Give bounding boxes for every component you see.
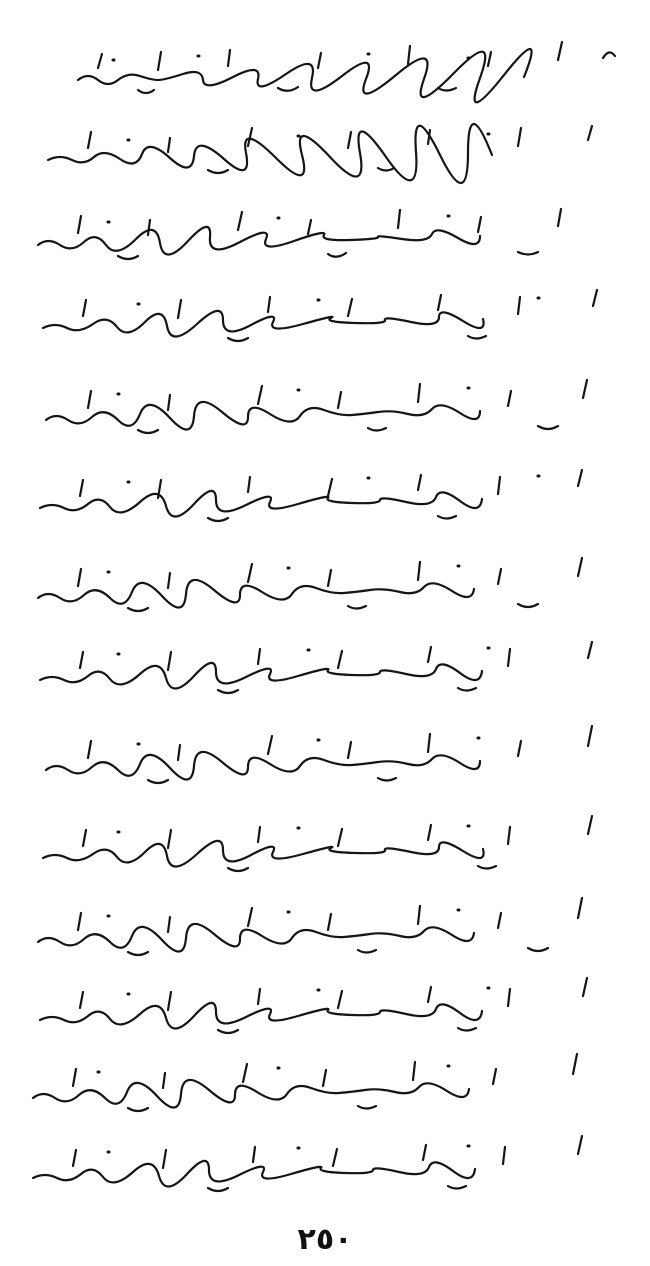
script-line-10 [43, 816, 592, 871]
script-line-8 [40, 642, 592, 693]
script-line-1 [78, 42, 615, 102]
diacritic-dots [98, 54, 539, 1152]
script-line-5 [46, 380, 587, 433]
script-line-7 [38, 558, 582, 611]
script-line-11 [38, 898, 582, 955]
script-line-2 [48, 124, 592, 183]
script-line-9 [46, 726, 592, 783]
script-line-4 [43, 290, 597, 341]
script-line-12 [40, 978, 587, 1033]
script-line-13 [33, 1054, 577, 1111]
script-line-6 [40, 470, 582, 521]
folio-number: ٢٥٠ [297, 1222, 353, 1257]
handwritten-text-block [18, 30, 636, 1210]
script-line-3 [38, 209, 561, 259]
script-line-14 [33, 1136, 582, 1191]
